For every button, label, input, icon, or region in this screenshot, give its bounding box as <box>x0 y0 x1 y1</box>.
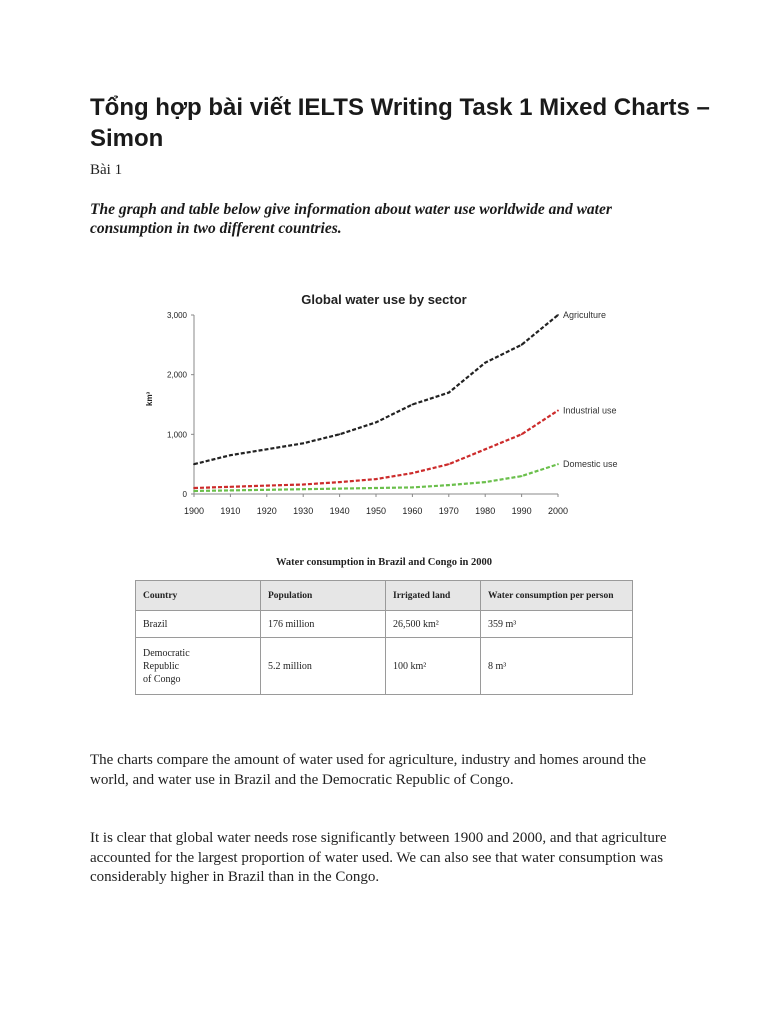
data-point <box>412 472 414 474</box>
data-point <box>412 404 414 406</box>
x-tick-label: 1940 <box>329 506 350 516</box>
data-point <box>448 484 450 486</box>
y-tick-label: 2,000 <box>166 370 187 380</box>
data-point <box>193 487 195 489</box>
table-title: Water consumption in Brazil and Congo in 2000 <box>276 557 492 568</box>
table-cell: 8 m³ <box>481 638 633 695</box>
series-label: Industrial use <box>563 405 617 416</box>
data-point <box>484 362 486 364</box>
x-tick-label: 1930 <box>293 506 314 516</box>
y-tick-label: 1,000 <box>166 430 187 440</box>
data-point <box>521 344 523 346</box>
data-point <box>448 463 450 465</box>
body-paragraph-2: It is clear that global water needs rose significantly between 1900 and 2000, and that agriculture accounted for the largest proportion of water used. We can also see that water consumption was considerably higher in Brazil than in the Congo. <box>90 830 667 885</box>
data-point <box>193 490 195 492</box>
table-cell: 100 km² <box>386 638 481 695</box>
x-tick-label: 1920 <box>256 506 277 516</box>
data-point <box>230 486 232 488</box>
data-point <box>230 454 232 456</box>
x-tick-label: 1980 <box>475 506 496 516</box>
data-point <box>339 433 341 435</box>
table-row <box>136 611 633 638</box>
data-point <box>339 488 341 490</box>
task-prompt: The graph and table below give information about water use worldwide and water consumption in two different countries. <box>90 201 612 237</box>
series-label: Domestic use <box>563 459 618 470</box>
x-tick-label: 1990 <box>511 506 532 516</box>
section-label: Bài 1 <box>90 162 123 178</box>
body-paragraph-1: The charts compare the amount of water used for agriculture, industry and homes around the world, and water use in Brazil and the Democratic Republic of Congo. <box>90 752 647 788</box>
column-header-population: Population <box>261 581 386 611</box>
x-tick-label: 1910 <box>220 506 241 516</box>
y-tick-label: 3,000 <box>166 311 187 320</box>
line-chart <box>130 282 640 522</box>
data-point <box>302 488 304 490</box>
table-header-row <box>136 581 633 611</box>
data-point <box>521 433 523 435</box>
table-cell: 176 million <box>261 611 386 638</box>
chart-series-group <box>193 310 617 492</box>
data-point <box>557 410 559 412</box>
axis-ticks <box>167 311 568 516</box>
data-point <box>266 448 268 450</box>
data-point <box>193 463 195 465</box>
column-header-water-consumption: Water consumption per person <box>481 581 633 611</box>
data-point <box>375 487 377 489</box>
data-point <box>521 475 523 477</box>
table-cell: 359 m³ <box>481 611 633 638</box>
data-point <box>484 448 486 450</box>
data-point <box>484 481 486 483</box>
page-title: Tổng hợp bài viết IELTS Writing Task 1 Mixed Charts – Simon <box>90 94 710 152</box>
table-cell: Brazil <box>136 611 261 638</box>
water-consumption-table <box>135 580 633 695</box>
y-tick-label: 0 <box>182 490 187 499</box>
y-axis-label: km³ <box>145 391 154 406</box>
table-cell: Democratic Republic of Congo <box>136 638 261 695</box>
data-point <box>375 422 377 424</box>
table-cell: 5.2 million <box>261 638 386 695</box>
data-point <box>230 490 232 492</box>
data-point <box>412 487 414 489</box>
series-label: Agriculture <box>563 310 607 320</box>
data-point <box>557 314 559 316</box>
table-cell: 26,500 km² <box>386 611 481 638</box>
data-point <box>302 442 304 444</box>
data-point <box>266 485 268 487</box>
data-point <box>448 392 450 394</box>
column-header-country: Country <box>136 581 261 611</box>
data-point <box>557 463 559 465</box>
x-tick-label: 1970 <box>438 506 459 516</box>
data-point <box>266 489 268 491</box>
table-row <box>136 638 633 695</box>
data-point <box>339 481 341 483</box>
data-point <box>302 484 304 486</box>
data-point <box>375 478 377 480</box>
column-header-irrigated-land: Irrigated land <box>386 581 481 611</box>
x-tick-label: 2000 <box>547 506 569 516</box>
x-tick-label: 1960 <box>402 506 423 516</box>
x-tick-label: 1900 <box>183 506 205 516</box>
x-tick-label: 1950 <box>365 506 387 516</box>
chart-title: Global water use by sector <box>301 292 467 307</box>
